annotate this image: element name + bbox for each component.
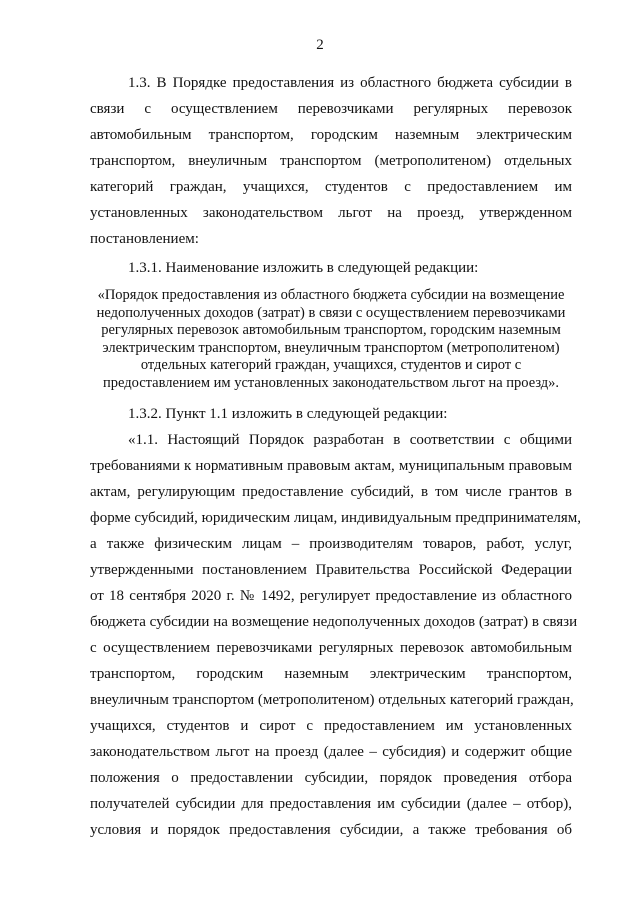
title-line: электрическим транспортом, внеуличным транспортом (метрополитеном) xyxy=(102,339,560,356)
paragraph-line: 1.3. В Порядке предоставления из областного бюджета субсидии в xyxy=(128,75,572,91)
paragraph-line: постановлением: xyxy=(90,231,199,247)
paragraph-line: требованиями к нормативным правовым актам, муниципальным правовым xyxy=(90,458,572,474)
paragraph-line: внеуличным транспортом (метрополитеном) отдельных категорий граждан, xyxy=(90,692,574,708)
title-line: регулярных перевозок автомобильным транспортом, городским наземным xyxy=(101,322,561,339)
paragraph-line: а также физическим лицам – производителям товаров, работ, услуг, xyxy=(90,536,572,552)
title-line: «Порядок предоставления из областного бюджета субсидии на возмещение xyxy=(97,287,565,303)
paragraph-1-1 xyxy=(90,427,581,843)
paragraph-line: 1.3.1. Наименование изложить в следующей редакции: xyxy=(128,260,479,276)
new-title-block xyxy=(86,287,576,393)
paragraph-1-3 xyxy=(90,70,572,252)
title-line: недополученных доходов (затрат) в связи с осуществлением перевозчиками xyxy=(96,304,566,321)
paragraph-line: учащихся, студентов и сирот с предоставлением им установленных xyxy=(90,718,572,734)
paragraph-line: категорий граждан, учащихся, студентов с предоставлением им xyxy=(90,179,572,195)
paragraph-line: законодательством льгот на проезд (далее – субсидия) и содержит общие xyxy=(90,744,572,760)
paragraph-line: транспортом, городским наземным электрическим транспортом, xyxy=(90,666,572,682)
title-line: отдельных категорий граждан, учащихся, студентов и сирот с xyxy=(140,357,522,374)
paragraph-line: от 18 сентября 2020 г. № 1492, регулирует предоставление из областного xyxy=(90,588,572,604)
paragraph-line: 1.3.2. Пункт 1.1 изложить в следующей редакции: xyxy=(128,406,448,422)
paragraph-line: «1.1. Настоящий Порядок разработан в соответствии с общими xyxy=(128,432,572,448)
paragraph-line: автомобильным транспортом, городским наземным электрическим xyxy=(90,127,572,143)
paragraph-line: транспортом, внеуличным транспортом (метрополитеном) отдельных xyxy=(90,153,572,169)
paragraph-line: утвержденными постановлением Правительства Российской Федерации xyxy=(90,562,572,578)
paragraph-line: условия и порядок предоставления субсидии, а также требования об xyxy=(90,822,572,838)
paragraph-line: форме субсидий, юридическим лицам, индивидуальным предпринимателям, xyxy=(90,510,581,526)
title-line: предоставлением им установленных законодательством льгот на проезд». xyxy=(102,374,560,391)
paragraph-line: с осуществлением перевозчиками регулярных перевозок автомобильным xyxy=(90,640,572,656)
paragraph-line: связи с осуществлением перевозчиками регулярных перевозок xyxy=(90,101,572,117)
paragraph-line: бюджета субсидии на возмещение недополученных доходов (затрат) в связи xyxy=(90,614,578,630)
paragraph-line: установленных законодательством льгот на проезд, утвержденном xyxy=(90,205,572,221)
paragraph-line: актам, регулирующим предоставление субсидий, в том числе грантов в xyxy=(90,484,572,500)
paragraph-1-3-2 xyxy=(90,401,572,427)
paragraph-line: положения о предоставлении субсидии, порядок проведения отбора xyxy=(90,770,572,786)
paragraph-1-3-1 xyxy=(90,255,572,281)
page-number: 2 xyxy=(316,37,324,53)
paragraph-line: получателей субсидии для предоставления им субсидии (далее – отбор), xyxy=(90,796,572,812)
